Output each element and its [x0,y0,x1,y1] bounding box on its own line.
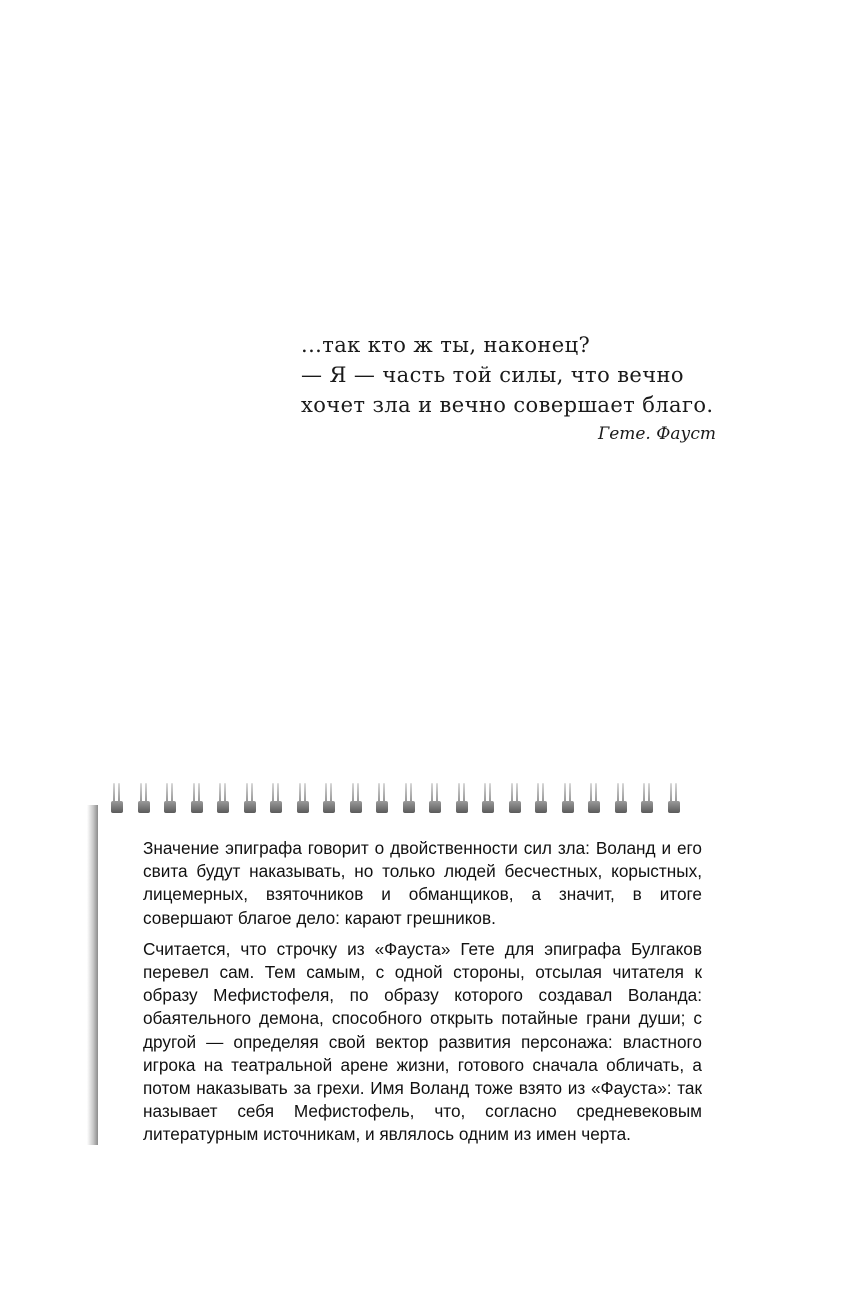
epigraph-source: Гете. Фауст [597,424,716,444]
spiral-ring-icon [481,783,495,813]
spiral-ring-icon [534,783,548,813]
spiral-ring-icon [296,783,310,813]
spiral-ring-icon [190,783,204,813]
notepad-paragraph-2: Считается, что строчку из «Фауста» Гете для эпиграфа Булгаков перевел сам. Тем самым, с одной стороны, отсылая читателя к образу Мефистофеля, по образу которого создавал Воланда: обаятельного демона, способного открыть потайные грани души; с другой — определяя свой вектор развития персонажа: властного игрока на театральной арене жизни, готового сначала обличать, а потом наказывать за грехи. Имя Воланд тоже взято из «Фауста»: так называет себя Мефистофель, что, согласно средневековым литературным источникам, и являлось одним из имен черта. [143,938,702,1145]
spiral-ring-icon [667,783,681,813]
notepad-left-shadow [87,805,98,1145]
spiral-ring-icon [349,783,363,813]
epigraph [301,330,731,446]
spiral-ring-icon [243,783,257,813]
spiral-binding [110,775,710,819]
spiral-ring-icon [163,783,177,813]
notepad-text [143,837,702,1155]
spiral-ring-icon [455,783,469,813]
spiral-ring-icon [561,783,575,813]
epigraph-line-2: — Я — часть той силы, что вечно [301,363,684,387]
spiral-ring-icon [322,783,336,813]
spiral-ring-icon [614,783,628,813]
spiral-ring-icon [640,783,654,813]
spiral-ring-icon [402,783,416,813]
spiral-ring-icon [137,783,151,813]
spiral-ring-icon [269,783,283,813]
epigraph-line-1: ...так кто ж ты, наконец? [301,333,591,357]
spiral-ring-icon [375,783,389,813]
epigraph-line-3: хочет зла и вечно совершает благо. [301,393,714,417]
notepad-paragraph-1: Значение эпиграфа говорит о двойственности сил зла: Воланд и его свита будут наказывать, но только людей бесчестных, корыстных, лицемерных, взяточников и обманщиков, а значит, в итоге совершают благое дело: карают грешников. [143,838,702,928]
spiral-ring-icon [508,783,522,813]
spiral-ring-icon [110,783,124,813]
spiral-ring-icon [587,783,601,813]
spiral-ring-icon [428,783,442,813]
spiral-ring-icon [216,783,230,813]
notepad-box [80,775,720,1145]
